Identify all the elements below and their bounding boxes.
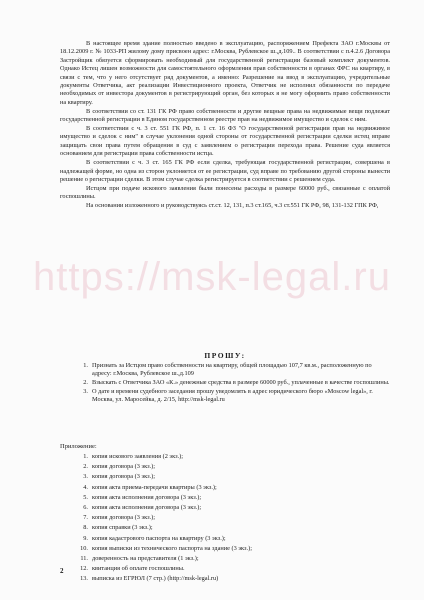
attachment-item: [72, 493, 372, 503]
attachment-number: 12.: [80, 565, 88, 573]
attachment-item: [72, 554, 372, 564]
attachment-number: 5.: [83, 493, 88, 501]
attachment-item: [72, 472, 372, 482]
attachment-text: доверенность на представителя (1 экз.);: [92, 555, 199, 563]
attachment-item: [72, 534, 372, 544]
attachment-item: [72, 574, 372, 584]
attachment-number: 8.: [83, 524, 88, 532]
request-item: [72, 388, 390, 405]
attachment-item: [72, 452, 372, 462]
attachment-number: 1.: [83, 453, 88, 460]
page-number: 2: [60, 567, 64, 575]
attachment-number: 13.: [80, 575, 88, 583]
paragraph-article-165: В соответствии с ч. 3 ст. 165 ГК РФ если сделка, требующая государственной регистрации, совершена в надлежащей форме, но одна из сторон уклоняется от ее регистрации, суд вправе по требованию другой стороны вынести решение о регистрации сделки. В этом случае сделка регистрируется в соответствии с решением суда.: [60, 159, 390, 183]
request-list: [72, 362, 390, 405]
paragraph-expenses: Истцом при подаче искового заявления были понесены расходы в размере 60000 руб., связанные с оплатой госпошлины.: [60, 184, 390, 201]
attachment-text: копия справки (3 экз.);: [92, 524, 153, 532]
attachment-text: копия акта исполнения договора (3 экз.);: [92, 504, 202, 512]
attachments-heading: Приложение:: [60, 443, 97, 450]
attachment-number: 3.: [83, 473, 88, 481]
attachment-item: [72, 544, 372, 554]
paragraph-article-551: В соответствии с ч. 3 ст. 551 ГК РФ, п. 1 ст. 16 ФЗ "О государственной регистрации прав на недвижимое имущество и сделок с ним" в случае уклонения одной стороны от государственной регистрации сделки истец вправе защищать свои права путем обращения в суд с заявлением о регистрации перехода права. Решение суда является основанием для регистрации права собственности истца.: [60, 125, 390, 158]
document-body: [60, 40, 390, 211]
attachments-list: [72, 452, 372, 585]
attachment-item: [72, 462, 372, 472]
paragraph-building-status: В настоящее время здание полностью введено в эксплуатацию, распоряжением Префекта ЗАО г.Москвы от 18.12.2009 г. № 1033-РП жилому дому присвоен адрес: г.Москва, Рублевское ш.,д.109.. В соответствии с п.4.2.6 Договора Застройщик обязуется сформировать необходимый для государственной регистрации базовый комплект документов. Однако Истец лишен возможности для самостоятельного оформления прав собственности в органах ФРС на квартиру, в связи с тем, что у него отсутствует ряд документов, а именно: Разрешение на ввод в эксплуатацию, учредительные документы Ответчика, акт реализации Инвестиционного проекта, Ответчик не исполнил обязанности по передаче необходимых от инвестора документов в регистрирующий орган, без которых я не могу оформить право собственности на квартиру.: [60, 40, 390, 106]
attachment-number: 6.: [83, 504, 88, 512]
attachment-item: [72, 564, 372, 574]
attachment-text: копия договора (3 экз.);: [92, 514, 156, 522]
attachment-text: копия выписки из технического паспорта на здание (3 экз.);: [92, 544, 252, 552]
attachment-text: копия договора (3 экз.);: [92, 463, 156, 471]
attachment-text: копия кадастрового паспорта на квартиру (3 экз.);: [92, 534, 226, 542]
request-item: [72, 379, 390, 387]
request-item-number: 1.: [83, 362, 88, 369]
attachment-item: [72, 513, 372, 523]
request-item-number: 3.: [83, 388, 88, 395]
attachment-number: 10.: [80, 544, 88, 552]
request-item-text: О дате и времени судебного заседания прошу уведомлять в адрес юридического бюро «Moscow legal», г. Москва, ул. Маросейка, д. 2/15, http://msk-legal.ru: [92, 388, 373, 404]
attachment-number: 2.: [83, 463, 88, 471]
attachment-text: выписка из ЕГРЮЛ (7 стр.) (http://msk-legal.ru): [92, 575, 219, 583]
attachment-text: копия искового заявления (2 экз.);: [92, 453, 183, 460]
attachment-number: 7.: [83, 514, 88, 522]
paragraph-legal-basis: На основании изложенного и руководствуясь ст.ст. 12, 131, п.3 ст.165, ч.3 ст.551 ГК РФ, 98, 131-132 ГПК РФ,: [86, 202, 379, 210]
attachment-text: копия договора (3 экз.);: [92, 473, 156, 481]
request-heading: ПРОШУ:: [204, 351, 246, 360]
request-item-number: 2.: [83, 379, 88, 387]
request-item: [72, 362, 390, 379]
attachment-number: 11.: [80, 555, 88, 563]
attachment-item: [72, 503, 372, 513]
watermark: https://msk-legal.ru: [33, 255, 391, 299]
request-item-text: Признать за Истцом право собственности на квартиру, общей площадью 107,7 кв.м., расположенную по адресу: г.Москва, Рублевское ш.,д.109: [92, 362, 372, 378]
attachment-text: копия акта исполнения договора (3 экз.);: [92, 493, 202, 501]
request-item-text: Взыскать с Ответчика ЗАО «К.» денежные средства в размере 60000 руб., уплаченные в качестве госпошлины.: [92, 379, 390, 387]
attachment-item: [72, 523, 372, 533]
attachment-item: [72, 483, 372, 493]
attachment-number: 4.: [83, 483, 88, 491]
attachment-text: квитанция об оплате госпошлины.: [92, 565, 185, 573]
attachment-text: копия акта приема-передачи квартиры (3 экз.);: [92, 483, 217, 491]
attachment-number: 9.: [83, 534, 88, 542]
paragraph-article-131: В соответствии со ст. 131 ГК РФ право собственности и другие вещные права на недвижимые вещи подлежат государственной регистрации в Едином государственном реестре прав на недвижимое имущество и сделок с ним.: [60, 107, 390, 124]
